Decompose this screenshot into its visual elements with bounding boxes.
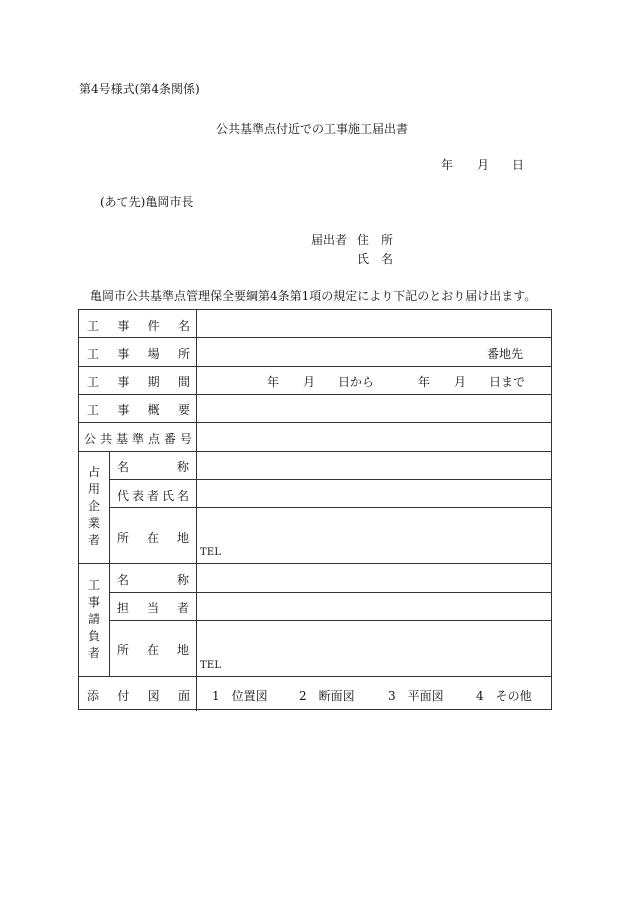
construction-overview-label: 工 事 概 要 — [87, 403, 190, 417]
date-month: 月 — [477, 158, 490, 172]
occupying-company-tel: TEL — [200, 547, 222, 558]
attachment-plan-view[interactable]: 3 平面図 — [388, 689, 444, 703]
date-day: 日 — [512, 158, 525, 172]
construction-overview-field[interactable] — [201, 401, 541, 417]
occupying-company-rep-label: 代 表 者 氏 名 — [117, 489, 189, 503]
construction-site-label: 工 事 場 所 — [87, 347, 190, 361]
construction-site-suffix: 番地先 — [487, 347, 524, 361]
construction-period-label: 工 事 期 間 — [87, 375, 190, 389]
contractor-tel: TEL — [200, 660, 222, 671]
attachment-other[interactable]: 4 その他 — [476, 689, 532, 703]
benchmark-number-label: 公 共 基 準 点 番 号 — [84, 432, 192, 446]
period-start-year: 年 — [267, 375, 280, 389]
occupying-company-group-label: 占 用 企 業 者 — [88, 465, 101, 547]
construction-name-field[interactable] — [201, 317, 541, 333]
contractor-person-label: 担 当 者 — [117, 601, 189, 615]
applicant-address-label: 住 所 — [357, 233, 394, 247]
notification-table — [78, 309, 552, 710]
benchmark-number-field[interactable] — [201, 430, 541, 446]
date-year: 年 — [441, 158, 454, 172]
period-end-year: 年 — [418, 375, 431, 389]
addressee: (あて先)亀岡市長 — [100, 195, 194, 209]
occupying-company-location-label: 所 在 地 — [117, 531, 189, 545]
contractor-group-label: 工 事 請 負 者 — [88, 578, 101, 660]
period-end-month: 月 — [454, 375, 467, 389]
construction-name-label: 工 事 件 名 — [87, 319, 190, 333]
statement: 亀岡市公共基準点管理保全要綱第4条第1項の規定により下記のとおり届け出ます。 — [90, 289, 537, 303]
period-start-day: 日から — [338, 375, 375, 389]
contractor-name-label: 名 称 — [117, 573, 189, 587]
applicant-name-label: 氏 名 — [357, 252, 394, 266]
document-title: 公共基準点付近での工事施工届出書 — [216, 122, 409, 136]
attachment-location-map[interactable]: 1 位置図 — [212, 689, 268, 703]
occupying-company-name-label: 名 称 — [117, 460, 189, 474]
period-start-month: 月 — [303, 375, 316, 389]
attachment-cross-section[interactable]: 2 断面図 — [299, 689, 355, 703]
contractor-location-label: 所 在 地 — [117, 643, 189, 657]
applicant-heading: 届出者 — [311, 233, 348, 247]
attachments-label: 添 付 図 面 — [87, 689, 190, 703]
period-end-day: 日まで — [489, 375, 526, 389]
form-number: 第4号様式(第4条関係) — [79, 82, 200, 96]
